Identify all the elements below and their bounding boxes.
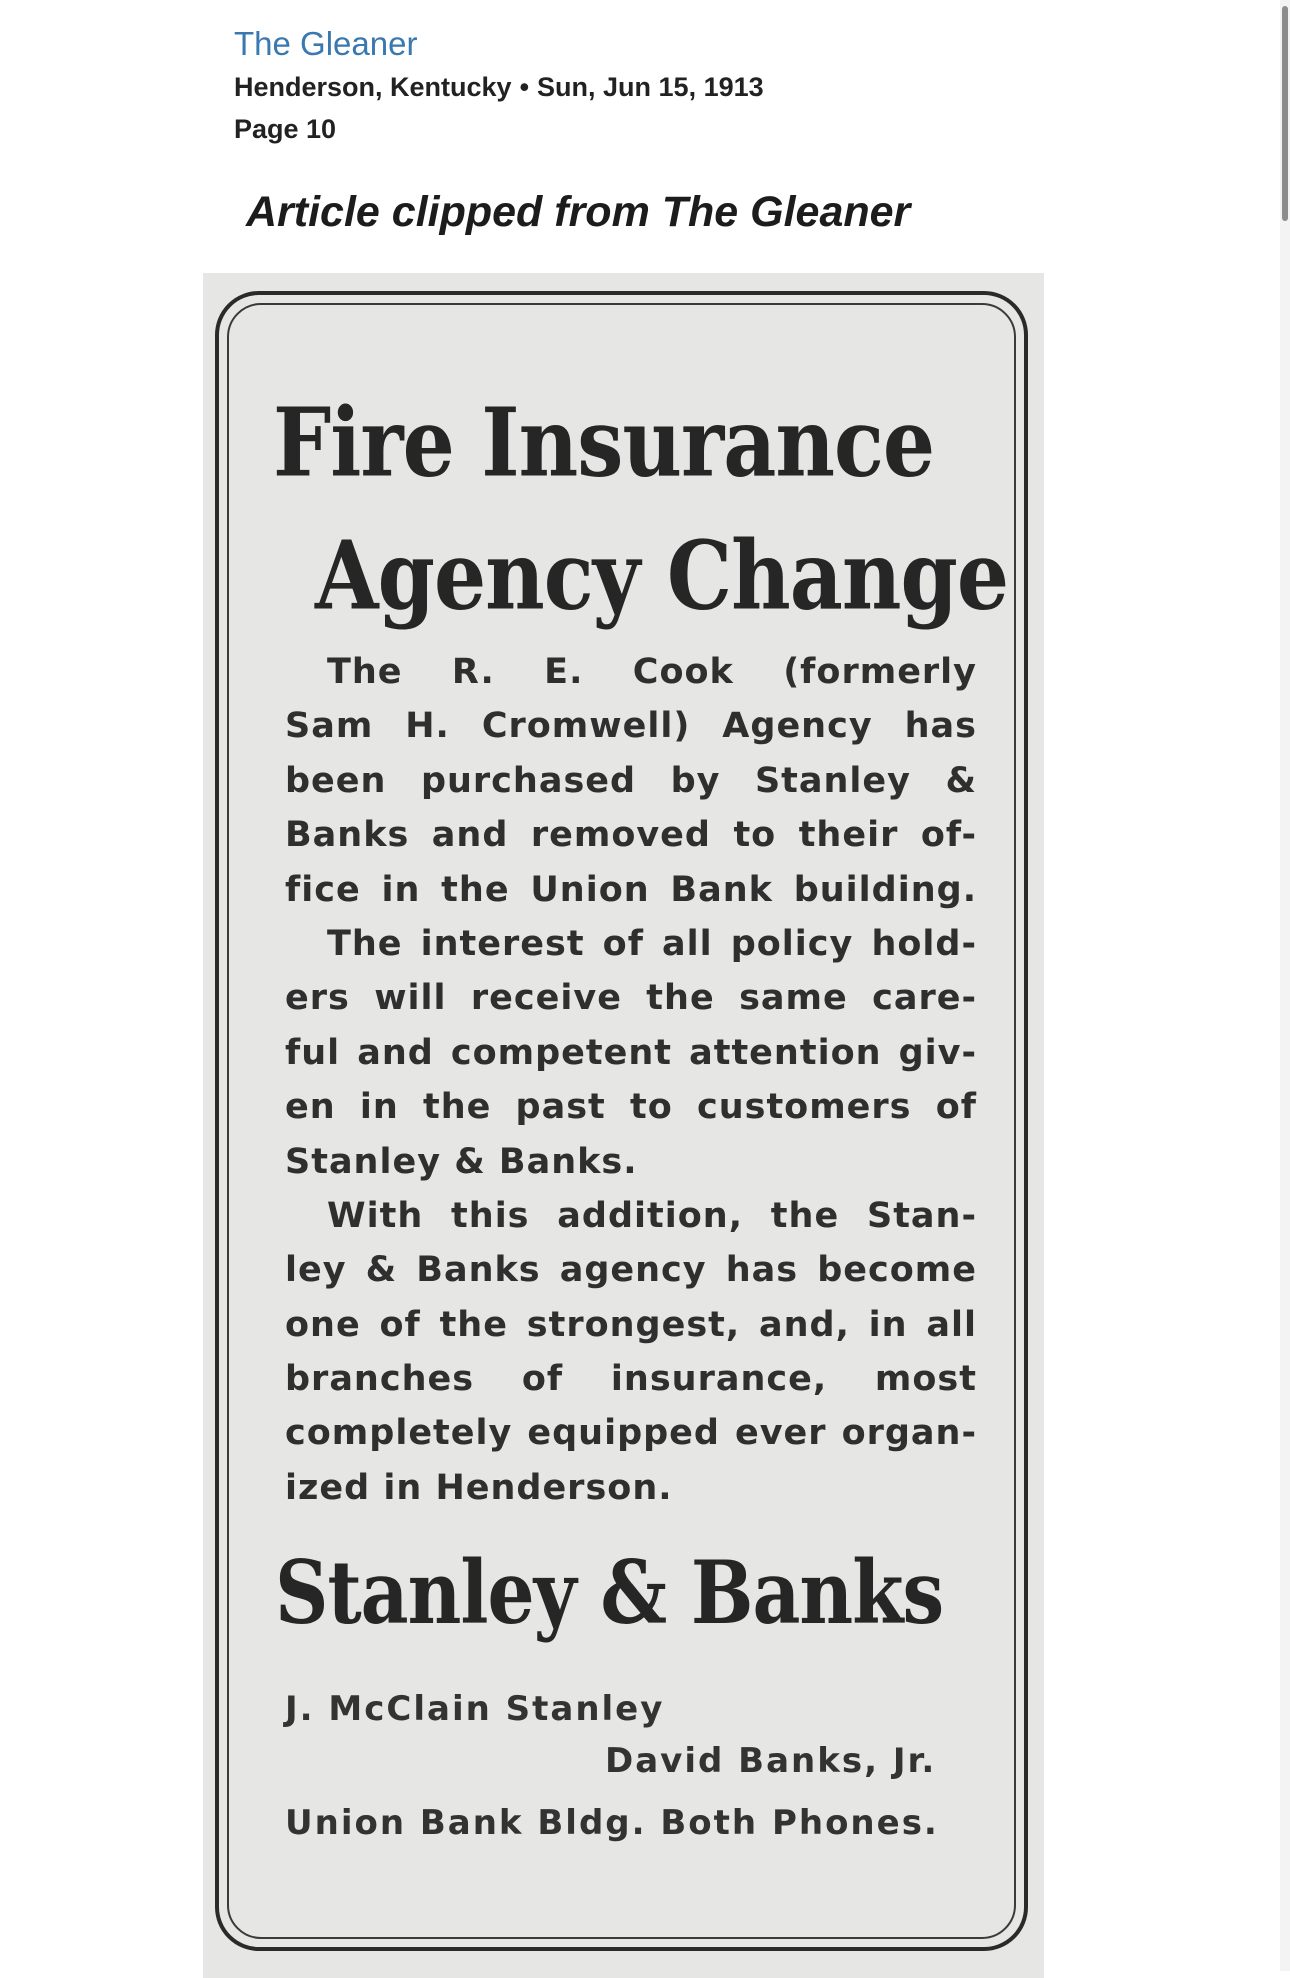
ad-body-line: been purchased by Stanley & [285,760,977,801]
ad-body-line: Sam H. Cromwell) Agency has [285,706,977,747]
ad-signature-banks: David Banks, Jr. [605,1741,937,1781]
ad-body-line: Stanley & Banks. [285,1141,638,1182]
ad-headline-line-1: Fire Insurance [273,388,935,499]
ad-body-line: fice in the Union Bank building. [285,869,977,910]
newspaper-clipping-image [203,273,1044,1978]
ad-body-line: ized in Henderson. [285,1467,673,1508]
ad-headline-line-2: Agency Change [315,521,1009,632]
ad-body-line: With this addition, the Stan- [327,1195,977,1236]
publication-meta [234,66,764,108]
ad-body-line: one of the strongest, and, in all [285,1304,977,1345]
ad-address-line: Union Bank Bldg. Both Phones. [285,1803,939,1843]
location-text: Henderson, Kentucky [234,72,512,102]
ad-body-line: en in the past to customers of [285,1087,977,1128]
ad-body-line: ley & Banks agency has become [285,1250,977,1291]
page-scrollbar[interactable] [1280,0,1290,1971]
ad-body-line: ful and competent attention giv- [285,1032,977,1073]
scrollbar-thumb[interactable] [1282,6,1288,221]
ad-body-line: completely equipped ever organ- [285,1413,977,1454]
publication-link[interactable]: The Gleaner [234,25,418,62]
ad-body-line: Banks and removed to their of- [285,815,977,856]
ad-body-text [285,645,977,1515]
ad-body-line: branches of insurance, most [285,1359,977,1400]
ad-body-line: ers will receive the same care- [285,978,977,1019]
date-text: Sun, Jun 15, 1913 [537,72,764,102]
ad-signature-stanley: J. McClain Stanley [285,1689,665,1729]
ad-body-line: The interest of all policy hold- [327,923,977,964]
ad-firm-name: Stanley & Banks [275,1543,944,1645]
separator-dot-icon: • [519,72,530,102]
clipping-header [234,22,764,150]
ad-body-line: The R. E. Cook (formerly [327,652,977,692]
page-number: Page 10 [234,114,337,144]
clip-title: Article clipped from The Gleaner [246,188,911,236]
